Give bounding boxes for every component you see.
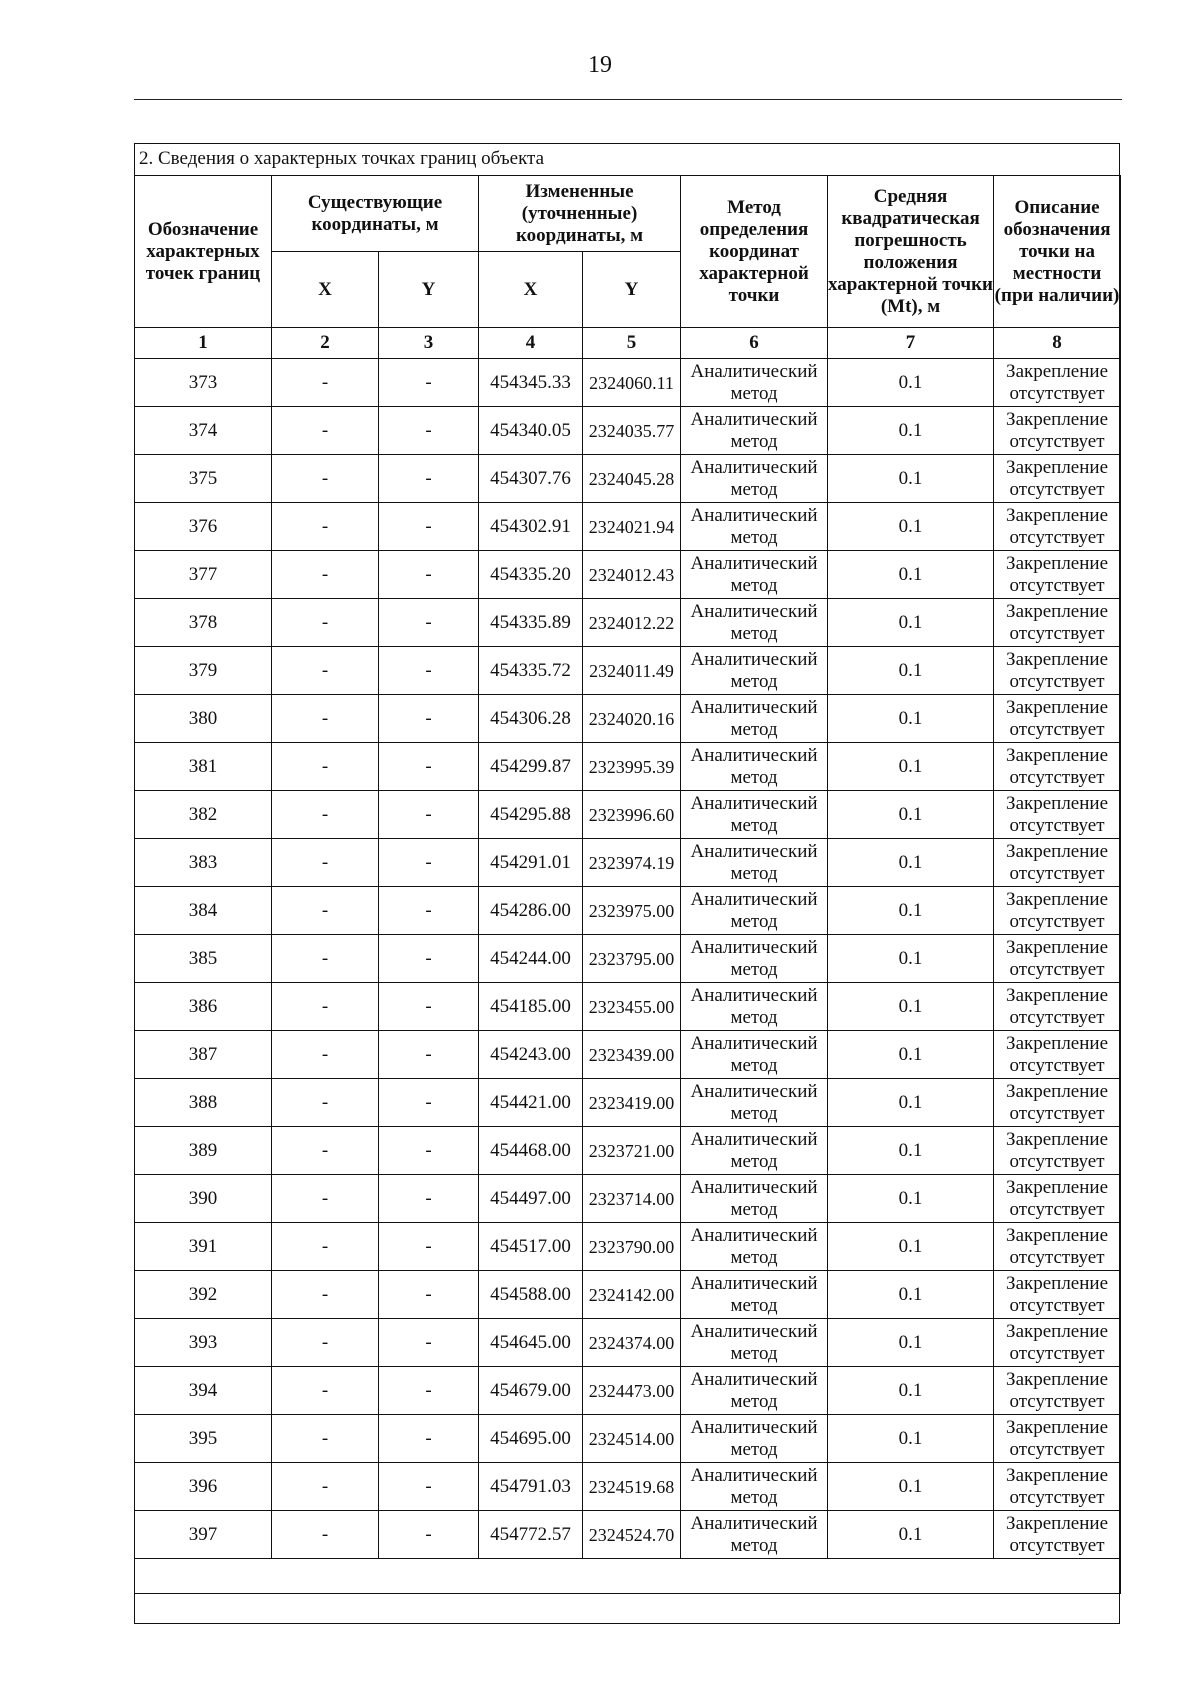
- column-number: 3: [379, 328, 479, 359]
- column-number: 1: [135, 328, 272, 359]
- error-cell: 0.1: [828, 1031, 994, 1079]
- x-cell: 454244.00: [479, 935, 583, 983]
- header-method: Метод определения координат характерной точки: [681, 176, 828, 328]
- point-cell: 395: [135, 1415, 272, 1463]
- table-row: [135, 887, 1121, 935]
- method-cell: Аналитический метод: [681, 1223, 828, 1271]
- error-cell: 0.1: [828, 1127, 994, 1175]
- point-cell: 375: [135, 455, 272, 503]
- error-cell: 0.1: [828, 695, 994, 743]
- description-cell: Закрепление отсутствует: [994, 1415, 1121, 1463]
- description-cell: Закрепление отсутствует: [994, 1175, 1121, 1223]
- table-row: [135, 1127, 1121, 1175]
- x-cell: 454588.00: [479, 1271, 583, 1319]
- empty-cell: [135, 1559, 1121, 1594]
- existing-x-cell: -: [272, 1127, 379, 1175]
- y-cell: 2323996.60: [583, 791, 681, 839]
- method-cell: Аналитический метод: [681, 983, 828, 1031]
- section-title: 2. Сведения о характерных точках границ объекта: [139, 148, 545, 169]
- error-cell: 0.1: [828, 503, 994, 551]
- existing-y-cell: -: [379, 503, 479, 551]
- existing-y-cell: -: [379, 791, 479, 839]
- error-cell: 0.1: [828, 1511, 994, 1559]
- y-cell: 2324012.43: [583, 551, 681, 599]
- error-cell: 0.1: [828, 887, 994, 935]
- existing-y-cell: -: [379, 1079, 479, 1127]
- x-cell: 454185.00: [479, 983, 583, 1031]
- description-cell: Закрепление отсутствует: [994, 1031, 1121, 1079]
- y-cell: 2324035.77: [583, 407, 681, 455]
- table-row: [135, 1511, 1121, 1559]
- y-cell: 2324021.94: [583, 503, 681, 551]
- column-number: 8: [994, 328, 1121, 359]
- point-cell: 379: [135, 647, 272, 695]
- error-cell: 0.1: [828, 983, 994, 1031]
- method-cell: Аналитический метод: [681, 887, 828, 935]
- point-cell: 385: [135, 935, 272, 983]
- existing-y-cell: -: [379, 839, 479, 887]
- method-cell: Аналитический метод: [681, 599, 828, 647]
- table-row: [135, 1463, 1121, 1511]
- existing-y-cell: -: [379, 599, 479, 647]
- description-cell: Закрепление отсутствует: [994, 599, 1121, 647]
- x-cell: 454517.00: [479, 1223, 583, 1271]
- existing-x-cell: -: [272, 1367, 379, 1415]
- method-cell: Аналитический метод: [681, 1511, 828, 1559]
- description-cell: Закрепление отсутствует: [994, 1511, 1121, 1559]
- existing-y-cell: -: [379, 743, 479, 791]
- x-cell: 454345.33: [479, 359, 583, 407]
- point-cell: 397: [135, 1511, 272, 1559]
- existing-x-cell: -: [272, 791, 379, 839]
- error-cell: 0.1: [828, 1463, 994, 1511]
- table-row: [135, 1175, 1121, 1223]
- method-cell: Аналитический метод: [681, 743, 828, 791]
- table-row: [135, 1079, 1121, 1127]
- method-cell: Аналитический метод: [681, 503, 828, 551]
- header-existing-x: X: [272, 252, 379, 328]
- method-cell: Аналитический метод: [681, 1463, 828, 1511]
- table-row: [135, 1415, 1121, 1463]
- existing-x-cell: -: [272, 359, 379, 407]
- point-cell: 380: [135, 695, 272, 743]
- y-cell: 2324519.68: [583, 1463, 681, 1511]
- description-cell: Закрепление отсутствует: [994, 1127, 1121, 1175]
- table-row: [135, 1031, 1121, 1079]
- x-cell: 454295.88: [479, 791, 583, 839]
- table-body: [135, 359, 1121, 1559]
- table-row: [135, 1223, 1121, 1271]
- point-cell: 387: [135, 1031, 272, 1079]
- column-number: 4: [479, 328, 583, 359]
- x-cell: 454306.28: [479, 695, 583, 743]
- empty-row: [135, 1559, 1121, 1594]
- header-changed-y: Y: [583, 252, 681, 328]
- description-cell: Закрепление отсутствует: [994, 1319, 1121, 1367]
- existing-y-cell: -: [379, 1415, 479, 1463]
- error-cell: 0.1: [828, 407, 994, 455]
- method-cell: Аналитический метод: [681, 695, 828, 743]
- y-cell: 2323995.39: [583, 743, 681, 791]
- method-cell: Аналитический метод: [681, 1415, 828, 1463]
- method-cell: Аналитический метод: [681, 1079, 828, 1127]
- y-cell: 2324374.00: [583, 1319, 681, 1367]
- column-number-row: [135, 328, 1121, 359]
- y-cell: 2323455.00: [583, 983, 681, 1031]
- point-cell: 381: [135, 743, 272, 791]
- column-number: 5: [583, 328, 681, 359]
- table-row: [135, 1271, 1121, 1319]
- x-cell: 454791.03: [479, 1463, 583, 1511]
- point-cell: 374: [135, 407, 272, 455]
- error-cell: 0.1: [828, 839, 994, 887]
- existing-x-cell: -: [272, 1079, 379, 1127]
- description-cell: Закрепление отсутствует: [994, 647, 1121, 695]
- existing-x-cell: -: [272, 1415, 379, 1463]
- header-existing-coordinates: Существующие координаты, м: [272, 176, 479, 252]
- y-cell: 2324524.70: [583, 1511, 681, 1559]
- page-number: 19: [588, 52, 612, 78]
- point-cell: 393: [135, 1319, 272, 1367]
- error-cell: 0.1: [828, 1223, 994, 1271]
- error-cell: 0.1: [828, 599, 994, 647]
- table-row: [135, 599, 1121, 647]
- table-row: [135, 1319, 1121, 1367]
- description-cell: Закрепление отсутствует: [994, 1223, 1121, 1271]
- method-cell: Аналитический метод: [681, 791, 828, 839]
- x-cell: 454302.91: [479, 503, 583, 551]
- x-cell: 454335.20: [479, 551, 583, 599]
- y-cell: 2324020.16: [583, 695, 681, 743]
- boundary-points-table: [134, 175, 1121, 1594]
- description-cell: Закрепление отсутствует: [994, 695, 1121, 743]
- header-error: Средняя квадратическая погрешность положения характерной точки (Mt), м: [828, 176, 994, 328]
- existing-x-cell: -: [272, 887, 379, 935]
- point-cell: 373: [135, 359, 272, 407]
- existing-x-cell: -: [272, 1511, 379, 1559]
- point-cell: 390: [135, 1175, 272, 1223]
- existing-y-cell: -: [379, 1367, 479, 1415]
- description-cell: Закрепление отсутствует: [994, 839, 1121, 887]
- x-cell: 454243.00: [479, 1031, 583, 1079]
- error-cell: 0.1: [828, 743, 994, 791]
- method-cell: Аналитический метод: [681, 1367, 828, 1415]
- existing-x-cell: -: [272, 503, 379, 551]
- existing-y-cell: -: [379, 407, 479, 455]
- header-existing-y: Y: [379, 252, 479, 328]
- existing-y-cell: -: [379, 1223, 479, 1271]
- point-cell: 388: [135, 1079, 272, 1127]
- error-cell: 0.1: [828, 1271, 994, 1319]
- y-cell: 2323795.00: [583, 935, 681, 983]
- existing-y-cell: -: [379, 887, 479, 935]
- existing-x-cell: -: [272, 551, 379, 599]
- x-cell: 454679.00: [479, 1367, 583, 1415]
- description-cell: Закрепление отсутствует: [994, 887, 1121, 935]
- existing-y-cell: -: [379, 647, 479, 695]
- point-cell: 378: [135, 599, 272, 647]
- method-cell: Аналитический метод: [681, 1319, 828, 1367]
- method-cell: Аналитический метод: [681, 455, 828, 503]
- point-cell: 382: [135, 791, 272, 839]
- error-cell: 0.1: [828, 455, 994, 503]
- description-cell: Закрепление отсутствует: [994, 455, 1121, 503]
- method-cell: Аналитический метод: [681, 647, 828, 695]
- y-cell: 2324473.00: [583, 1367, 681, 1415]
- x-cell: 454421.00: [479, 1079, 583, 1127]
- table-row: [135, 935, 1121, 983]
- table-row: [135, 791, 1121, 839]
- point-cell: 391: [135, 1223, 272, 1271]
- method-cell: Аналитический метод: [681, 551, 828, 599]
- existing-y-cell: -: [379, 359, 479, 407]
- table-row: [135, 695, 1121, 743]
- error-cell: 0.1: [828, 359, 994, 407]
- existing-x-cell: -: [272, 455, 379, 503]
- method-cell: Аналитический метод: [681, 935, 828, 983]
- y-cell: 2323975.00: [583, 887, 681, 935]
- error-cell: 0.1: [828, 791, 994, 839]
- table-row: [135, 551, 1121, 599]
- header-changed-coordinates: Измененные (уточненные) координаты, м: [479, 176, 681, 252]
- header-rule: [134, 99, 1122, 100]
- existing-x-cell: -: [272, 647, 379, 695]
- column-number: 7: [828, 328, 994, 359]
- error-cell: 0.1: [828, 647, 994, 695]
- x-cell: 454335.89: [479, 599, 583, 647]
- existing-y-cell: -: [379, 1127, 479, 1175]
- y-cell: 2323439.00: [583, 1031, 681, 1079]
- description-cell: Закрепление отсутствует: [994, 1367, 1121, 1415]
- existing-y-cell: -: [379, 1463, 479, 1511]
- existing-x-cell: -: [272, 407, 379, 455]
- error-cell: 0.1: [828, 1367, 994, 1415]
- description-cell: Закрепление отсутствует: [994, 743, 1121, 791]
- column-number: 6: [681, 328, 828, 359]
- y-cell: 2323790.00: [583, 1223, 681, 1271]
- existing-x-cell: -: [272, 1271, 379, 1319]
- description-cell: Закрепление отсутствует: [994, 407, 1121, 455]
- table-row: [135, 359, 1121, 407]
- existing-x-cell: -: [272, 1175, 379, 1223]
- error-cell: 0.1: [828, 1175, 994, 1223]
- point-cell: 377: [135, 551, 272, 599]
- existing-x-cell: -: [272, 935, 379, 983]
- x-cell: 454299.87: [479, 743, 583, 791]
- existing-y-cell: -: [379, 983, 479, 1031]
- existing-y-cell: -: [379, 1271, 479, 1319]
- existing-y-cell: -: [379, 455, 479, 503]
- y-cell: 2324045.28: [583, 455, 681, 503]
- y-cell: 2323419.00: [583, 1079, 681, 1127]
- y-cell: 2324011.49: [583, 647, 681, 695]
- header-description: Описание обозначения точки на местности (при наличии): [994, 176, 1121, 328]
- description-cell: Закрепление отсутствует: [994, 983, 1121, 1031]
- table-row: [135, 1367, 1121, 1415]
- description-cell: Закрепление отсутствует: [994, 503, 1121, 551]
- x-cell: 454497.00: [479, 1175, 583, 1223]
- method-cell: Аналитический метод: [681, 1175, 828, 1223]
- y-cell: 2323721.00: [583, 1127, 681, 1175]
- x-cell: 454645.00: [479, 1319, 583, 1367]
- y-cell: 2324060.11: [583, 359, 681, 407]
- x-cell: 454335.72: [479, 647, 583, 695]
- description-cell: Закрепление отсутствует: [994, 935, 1121, 983]
- method-cell: Аналитический метод: [681, 1031, 828, 1079]
- method-cell: Аналитический метод: [681, 407, 828, 455]
- description-cell: Закрепление отсутствует: [994, 359, 1121, 407]
- y-cell: 2323974.19: [583, 839, 681, 887]
- header-changed-x: X: [479, 252, 583, 328]
- point-cell: 376: [135, 503, 272, 551]
- point-cell: 384: [135, 887, 272, 935]
- x-cell: 454468.00: [479, 1127, 583, 1175]
- table-row: [135, 647, 1121, 695]
- method-cell: Аналитический метод: [681, 359, 828, 407]
- existing-x-cell: -: [272, 695, 379, 743]
- point-cell: 396: [135, 1463, 272, 1511]
- method-cell: Аналитический метод: [681, 1271, 828, 1319]
- error-cell: 0.1: [828, 1319, 994, 1367]
- existing-x-cell: -: [272, 1031, 379, 1079]
- existing-x-cell: -: [272, 983, 379, 1031]
- table-row: [135, 455, 1121, 503]
- existing-x-cell: -: [272, 1319, 379, 1367]
- column-number: 2: [272, 328, 379, 359]
- table-row: [135, 983, 1121, 1031]
- y-cell: 2324012.22: [583, 599, 681, 647]
- description-cell: Закрепление отсутствует: [994, 1079, 1121, 1127]
- y-cell: 2324142.00: [583, 1271, 681, 1319]
- y-cell: 2324514.00: [583, 1415, 681, 1463]
- error-cell: 0.1: [828, 551, 994, 599]
- description-cell: Закрепление отсутствует: [994, 1463, 1121, 1511]
- existing-y-cell: -: [379, 695, 479, 743]
- method-cell: Аналитический метод: [681, 839, 828, 887]
- table-row: [135, 503, 1121, 551]
- x-cell: 454772.57: [479, 1511, 583, 1559]
- x-cell: 454340.05: [479, 407, 583, 455]
- point-cell: 386: [135, 983, 272, 1031]
- existing-y-cell: -: [379, 1031, 479, 1079]
- x-cell: 454286.00: [479, 887, 583, 935]
- existing-y-cell: -: [379, 1511, 479, 1559]
- x-cell: 454291.01: [479, 839, 583, 887]
- table-row: [135, 743, 1121, 791]
- x-cell: 454307.76: [479, 455, 583, 503]
- description-cell: Закрепление отсутствует: [994, 791, 1121, 839]
- existing-x-cell: -: [272, 1463, 379, 1511]
- method-cell: Аналитический метод: [681, 1127, 828, 1175]
- error-cell: 0.1: [828, 1415, 994, 1463]
- point-cell: 392: [135, 1271, 272, 1319]
- description-cell: Закрепление отсутствует: [994, 1271, 1121, 1319]
- point-cell: 394: [135, 1367, 272, 1415]
- point-cell: 389: [135, 1127, 272, 1175]
- x-cell: 454695.00: [479, 1415, 583, 1463]
- description-cell: Закрепление отсутствует: [994, 551, 1121, 599]
- existing-y-cell: -: [379, 1175, 479, 1223]
- error-cell: 0.1: [828, 1079, 994, 1127]
- error-cell: 0.1: [828, 935, 994, 983]
- existing-x-cell: -: [272, 1223, 379, 1271]
- existing-y-cell: -: [379, 551, 479, 599]
- existing-y-cell: -: [379, 935, 479, 983]
- table-row: [135, 407, 1121, 455]
- existing-x-cell: -: [272, 839, 379, 887]
- table-row: [135, 839, 1121, 887]
- point-cell: 383: [135, 839, 272, 887]
- header-designation: Обозначение характерных точек границ: [135, 176, 272, 328]
- existing-x-cell: -: [272, 599, 379, 647]
- y-cell: 2323714.00: [583, 1175, 681, 1223]
- existing-x-cell: -: [272, 743, 379, 791]
- existing-y-cell: -: [379, 1319, 479, 1367]
